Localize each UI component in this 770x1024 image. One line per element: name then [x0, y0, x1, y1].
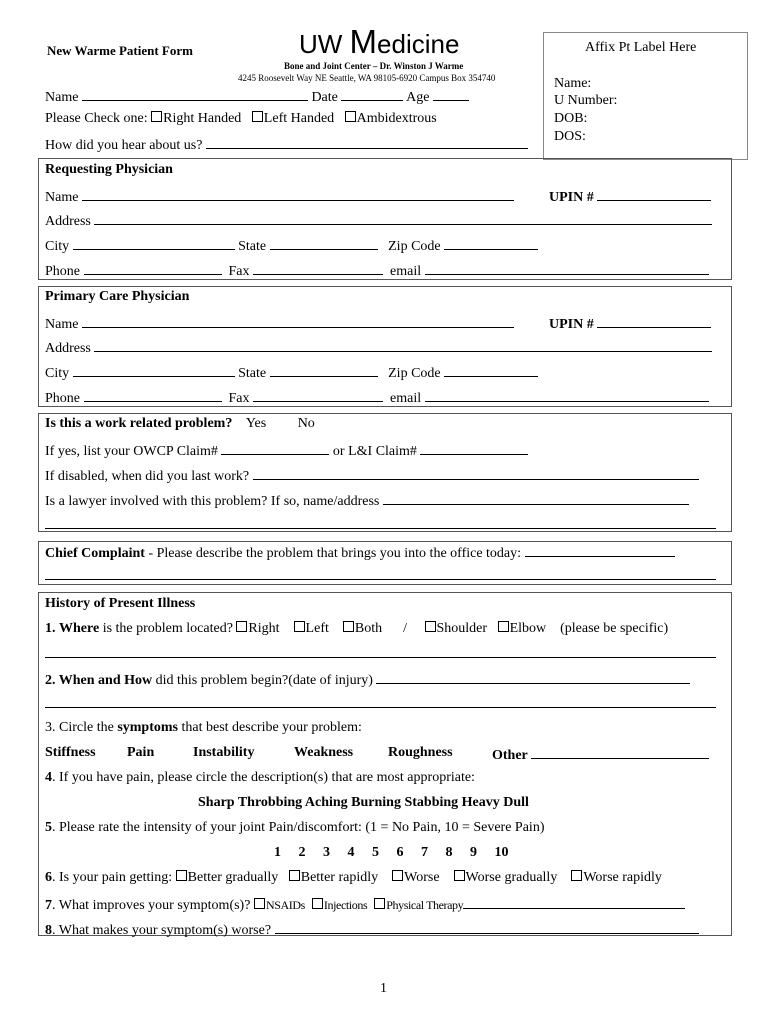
- work-related-question-row: Is this a work related problem? Yes No: [45, 416, 315, 431]
- history-title: History of Present Illness: [45, 596, 196, 611]
- label-box-dos: DOS:: [554, 129, 586, 144]
- requesting-name-field[interactable]: [82, 187, 514, 201]
- q2-row: 2. When and How did this problem begin?(date of injury): [45, 670, 690, 689]
- primary-fax-field[interactable]: [253, 388, 383, 402]
- q7-row: 7. What improves your symptom(s)? NSAIDs Injections Physical Therapy: [45, 895, 685, 914]
- form-title: New Warme Patient Form: [47, 43, 193, 58]
- worse-checkbox[interactable]: [392, 870, 403, 881]
- primary-address-row: Address: [45, 338, 712, 357]
- requesting-fax-field[interactable]: [253, 261, 383, 275]
- q3-row: 3. Circle the symptoms that best describe your problem:: [45, 720, 362, 735]
- primary-state-field[interactable]: [270, 363, 378, 377]
- label-box-dob: DOB:: [554, 111, 588, 126]
- page-number: 1: [380, 981, 387, 996]
- work-related-no[interactable]: No: [297, 416, 315, 431]
- left-handed-checkbox[interactable]: [252, 111, 263, 122]
- symptom-other-row: [492, 745, 709, 764]
- requesting-address-row: Address: [45, 211, 712, 230]
- symptom-pain[interactable]: Pain: [127, 745, 155, 760]
- better-gradually-checkbox[interactable]: [176, 870, 187, 881]
- label-box-title: Affix Pt Label Here: [585, 40, 697, 55]
- pain-scale-7[interactable]: 7: [421, 845, 428, 860]
- left-location-checkbox[interactable]: [294, 621, 305, 632]
- symptom-other-field[interactable]: [531, 745, 709, 759]
- chief-complaint-continuation: [45, 566, 716, 585]
- requesting-upin-field[interactable]: [597, 187, 711, 201]
- better-rapidly-checkbox[interactable]: [289, 870, 300, 881]
- primary-upin-row: UPIN #: [549, 314, 711, 333]
- pain-scale-3[interactable]: 3: [323, 845, 330, 860]
- primary-phone-field[interactable]: [84, 388, 222, 402]
- q5-row: 5. Please rate the intensity of your joint Pain/discomfort: (1 = No Pain, 10 = Severe Pain): [45, 820, 545, 835]
- requesting-contact-row: Phone Fax email: [45, 261, 709, 280]
- symptom-stiffness[interactable]: Stiffness: [45, 745, 96, 760]
- q6-row: 6. Is your pain getting: Better gradually Better rapidly Worse Worse gradually Worse rapidly: [45, 870, 662, 885]
- primary-name-row: Name: [45, 314, 514, 333]
- symptom-instability[interactable]: Instability: [193, 745, 255, 760]
- requesting-state-field[interactable]: [270, 236, 378, 250]
- owcp-claim-field[interactable]: [221, 441, 329, 455]
- right-location-checkbox[interactable]: [236, 621, 247, 632]
- lawyer-continuation-row: [45, 515, 716, 534]
- both-location-checkbox[interactable]: [343, 621, 354, 632]
- q4-row: 4. If you have pain, please circle the description(s) that are most appropriate:: [45, 770, 475, 785]
- primary-contact-row: Phone Fax email: [45, 388, 709, 407]
- chief-complaint-row: Chief Complaint - Please describe the problem that brings you into the office today:: [45, 543, 675, 562]
- requesting-name-row: Name: [45, 187, 514, 206]
- requesting-upin-row: UPIN #: [549, 187, 711, 206]
- right-handed-checkbox[interactable]: [151, 111, 162, 122]
- worsens-field[interactable]: [275, 920, 699, 934]
- location-detail-field[interactable]: [45, 644, 716, 658]
- label-box-u-number: U Number:: [554, 93, 618, 108]
- claim-row: If yes, list your OWCP Claim# or L&I Claim#: [45, 441, 528, 460]
- q8-row: 8. What makes your symptom(s) worse?: [45, 920, 699, 939]
- requesting-zip-field[interactable]: [444, 236, 538, 250]
- disabled-row: If disabled, when did you last work?: [45, 466, 699, 485]
- li-claim-field[interactable]: [420, 441, 528, 455]
- handedness-row: Please Check one: Right Handed Left Handed Ambidextrous: [45, 111, 437, 126]
- symptom-weakness[interactable]: Weakness: [294, 745, 354, 760]
- uw-medicine-logo: UW Medicine: [299, 23, 460, 60]
- primary-zip-field[interactable]: [444, 363, 538, 377]
- pain-scale-1[interactable]: 1: [274, 845, 281, 860]
- chief-complaint-field-line-2[interactable]: [45, 566, 716, 580]
- improves-other-field[interactable]: [463, 895, 685, 909]
- primary-email-field[interactable]: [425, 388, 709, 402]
- requesting-email-field[interactable]: [425, 261, 709, 275]
- q2-continuation: [45, 694, 716, 713]
- nsaids-checkbox[interactable]: [254, 898, 265, 909]
- pain-scale-4[interactable]: 4: [347, 845, 355, 860]
- primary-physician-title: Primary Care Physician: [45, 289, 190, 304]
- work-related-yes[interactable]: Yes: [245, 416, 267, 431]
- q1-continuation: [45, 644, 716, 663]
- last-work-date-field[interactable]: [253, 466, 699, 480]
- lawyer-field[interactable]: [383, 491, 689, 505]
- worse-rapidly-checkbox[interactable]: [571, 870, 582, 881]
- pain-scale-5[interactable]: 5: [372, 845, 379, 860]
- pain-scale-2[interactable]: 2: [298, 845, 306, 860]
- lawyer-field-line-2[interactable]: [45, 515, 716, 529]
- primary-address-field[interactable]: [94, 338, 712, 352]
- clinic-subtitle: Bone and Joint Center – Dr. Winston J Warme: [284, 61, 464, 71]
- age-field[interactable]: [433, 87, 469, 101]
- referral-source-field[interactable]: [206, 135, 528, 149]
- worse-gradually-checkbox[interactable]: [454, 870, 465, 881]
- pain-descriptions[interactable]: Sharp Throbbing Aching Burning Stabbing Heavy Dull: [198, 795, 529, 810]
- requesting-physician-title: Requesting Physician: [45, 162, 173, 177]
- date-field[interactable]: [341, 87, 403, 101]
- pain-scale-8[interactable]: 8: [445, 845, 453, 860]
- chief-complaint-field[interactable]: [525, 543, 675, 557]
- ambidextrous-checkbox[interactable]: [345, 111, 356, 122]
- primary-upin-field[interactable]: [597, 314, 711, 328]
- requesting-city-field[interactable]: [73, 236, 235, 250]
- primary-name-field[interactable]: [82, 314, 514, 328]
- requesting-city-row: City State Zip Code: [45, 236, 538, 255]
- patient-info-row: Name Date Age: [45, 87, 469, 106]
- pain-scale-9[interactable]: 9: [470, 845, 477, 860]
- injury-date-field[interactable]: [376, 670, 690, 684]
- pain-scale-6[interactable]: 6: [396, 845, 404, 860]
- requesting-phone-field[interactable]: [84, 261, 222, 275]
- q1-row: 1. Where is the problem located? Right Left Both / Shoulder Elbow (please be specific): [45, 621, 669, 636]
- primary-city-field[interactable]: [73, 363, 235, 377]
- elbow-checkbox[interactable]: [498, 621, 509, 632]
- pain-scale: [274, 845, 509, 861]
- injury-detail-field[interactable]: [45, 694, 716, 708]
- referral-source-row: How did you hear about us?: [45, 135, 528, 154]
- requesting-address-field[interactable]: [94, 211, 712, 225]
- injections-checkbox[interactable]: [312, 898, 323, 909]
- patient-name-field[interactable]: [82, 87, 308, 101]
- symptom-other[interactable]: Other: [492, 748, 528, 763]
- lawyer-row: Is a lawyer involved with this problem? If so, name/address: [45, 491, 689, 510]
- symptom-roughness[interactable]: Roughness: [388, 745, 453, 760]
- clinic-address: 4245 Roosevelt Way NE Seattle, WA 98105-6920 Campus Box 354740: [238, 73, 496, 83]
- pain-scale-10[interactable]: 10: [494, 845, 509, 860]
- label-box-name: Name:: [554, 76, 592, 91]
- primary-city-row: City State Zip Code: [45, 363, 538, 382]
- shoulder-checkbox[interactable]: [425, 621, 436, 632]
- physical-therapy-checkbox[interactable]: [374, 898, 385, 909]
